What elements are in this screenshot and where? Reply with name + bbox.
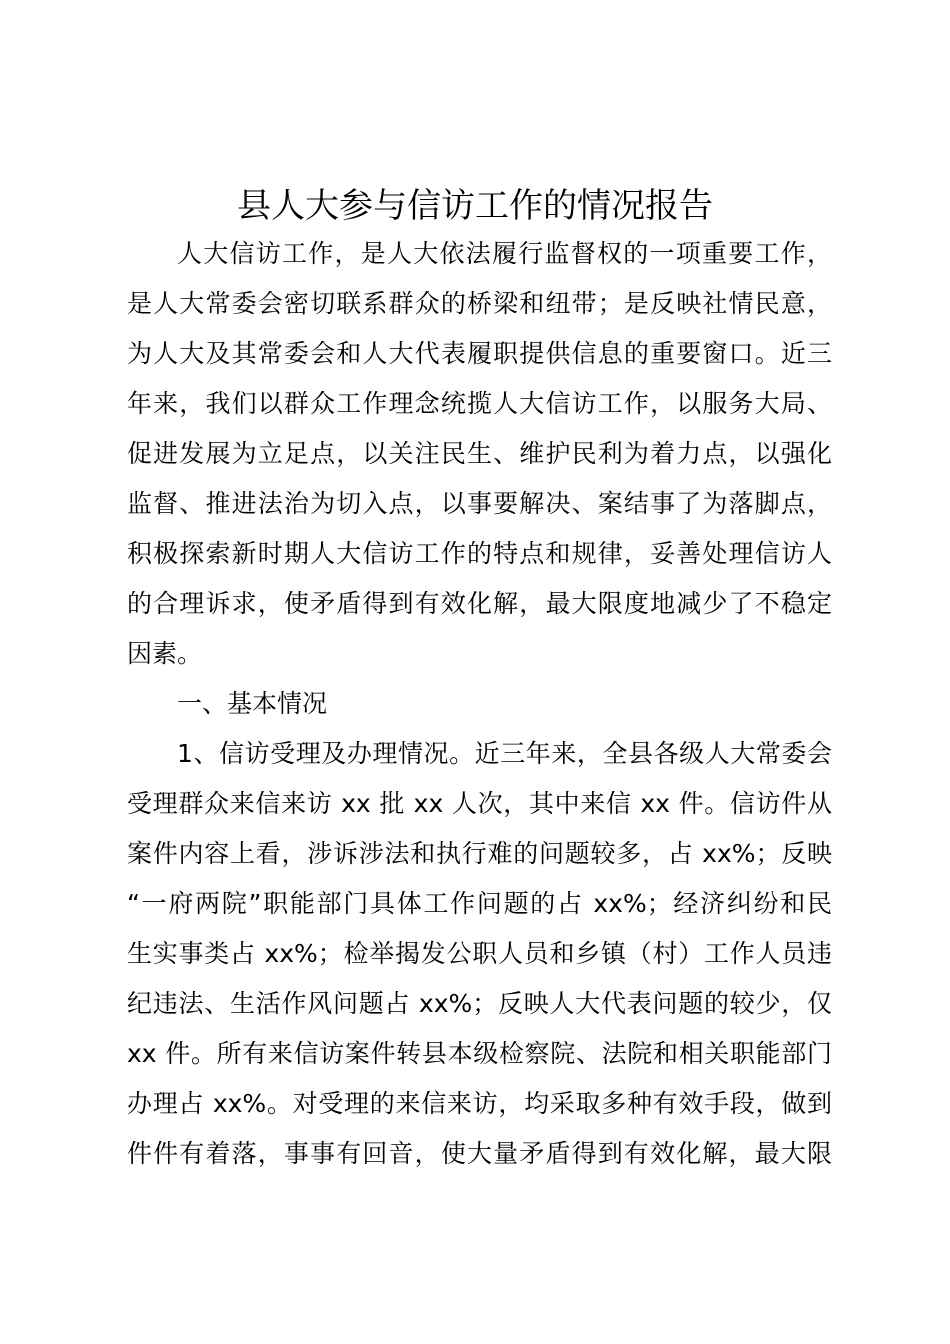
body-line: xx 件。所有来信访案件转县本级检察院、法院和相关职能部门 (127, 1039, 832, 1068)
document-title: 县人大参与信访工作的情况报告 (237, 186, 713, 226)
body-line: 受理群众来信来访 xx 批 xx 人次，其中来信 xx 件。信访件从 (127, 789, 832, 818)
body-line: 促进发展为立足点，以关注民生、维护民利为着力点，以强化 (127, 439, 832, 468)
body-line: 纪违法、生活作风问题占 xx%；反映人大代表问题的较少，仅 (127, 989, 832, 1018)
section-heading: 一、基本情况 (177, 689, 328, 718)
body-line: 年来，我们以群众工作理念统揽人大信访工作，以服务大局、 (127, 389, 832, 418)
body-line: 的合理诉求，使矛盾得到有效化解，最大限度地减少了不稳定 (127, 589, 832, 618)
body-line: 积极探索新时期人大信访工作的特点和规律，妥善处理信访人 (127, 539, 832, 568)
body-line: 因素。 (127, 639, 203, 668)
body-line: “一府两院”职能部门具体工作问题的占 xx%；经济纠纷和民 (127, 889, 832, 918)
body-line: 监督、推进法治为切入点，以事要解决、案结事了为落脚点， (127, 489, 832, 518)
body-line: 人大信访工作，是人大依法履行监督权的一项重要工作， (177, 239, 832, 268)
body-line: 是人大常委会密切联系群众的桥梁和纽带；是反映社情民意， (127, 289, 832, 318)
body-line: 生实事类占 xx%；检举揭发公职人员和乡镇（村）工作人员违 (127, 939, 832, 968)
body-line: 1、信访受理及办理情况。近三年来，全县各级人大常委会 (177, 739, 832, 768)
body-line: 办理占 xx%。对受理的来信来访，均采取多种有效手段，做到 (127, 1089, 832, 1118)
body-line: 为人大及其常委会和人大代表履职提供信息的重要窗口。近三 (127, 339, 832, 368)
body-line: 案件内容上看，涉诉涉法和执行难的问题较多，占 xx%；反映 (127, 839, 832, 868)
body-line: 件件有着落，事事有回音，使大量矛盾得到有效化解，最大限 (127, 1139, 832, 1168)
